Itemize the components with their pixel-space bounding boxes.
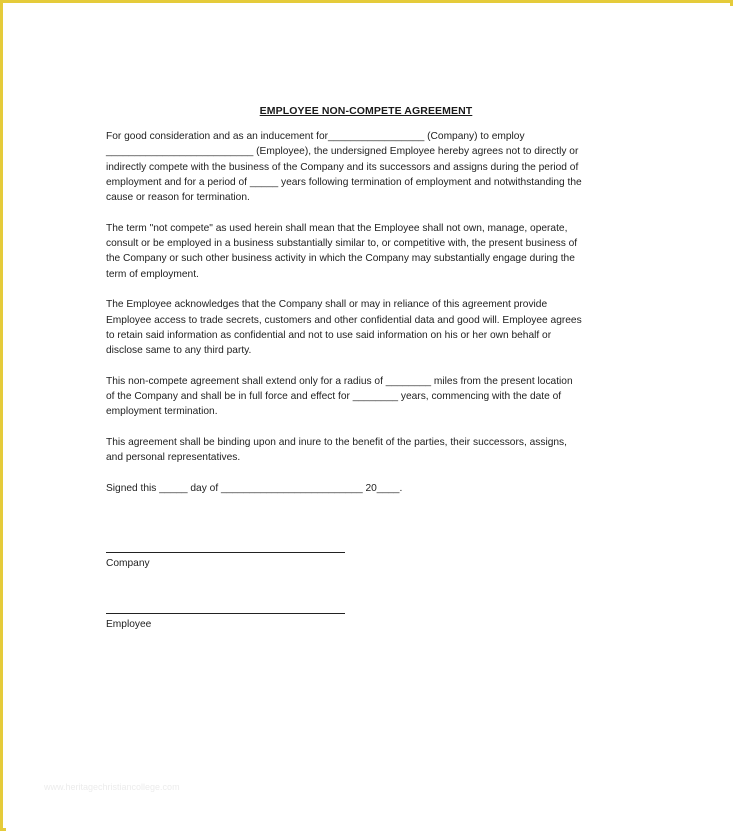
company-signature-line[interactable]	[106, 552, 345, 553]
document-body	[106, 129, 626, 511]
company-signature-label: Company	[106, 558, 150, 569]
paragraph-radius-term: This non-compete agreement shall extend only for a radius of ________ miles from the present location of the Company and shall be in full force and effect for ________ years, commencing with the date of employment termination.	[106, 375, 573, 418]
paragraph-not-compete-definition: The term "not compete" as used herein shall mean that the Employee shall not own, manage, operate, consult or be employed in a business substantially similar to, or competitive with, the present business of the Company or such other business activity in which the Company may substantially engage during the term of employment.	[106, 222, 578, 280]
employee-signature-label: Employee	[106, 619, 152, 630]
watermark-text: www.heritagechristiancollege.com	[44, 782, 180, 792]
paragraph-signed-date: Signed this _____ day of _________________________ 20____.	[106, 482, 403, 494]
paragraph-confidentiality: The Employee acknowledges that the Company shall or may in reliance of this agreement provide Employee access to trade secrets, customers and other confidential data and good will. Employee agrees to retain said information as confidential and not to use said information on his or her own behalf or disclose same to any third party.	[106, 299, 582, 357]
paragraph-binding: This agreement shall be binding upon and inure to the benefit of the parties, their successors, assigns, and personal representatives.	[106, 436, 567, 464]
document-title: EMPLOYEE NON-COMPETE AGREEMENT	[259, 105, 473, 117]
paragraph-inducement: For good consideration and as an inducement for_________________ (Company) to employ __________________________ (Employee), the undersigned Employee hereby agrees not to directly or indirectly compete with the business of the Company and its successors and assigns during the period of employment and for a period of _____ years following termination of employment and notwithstanding the cause or reason for termination.	[106, 131, 582, 204]
employee-signature-line[interactable]	[106, 613, 345, 614]
document-page	[6, 6, 733, 831]
